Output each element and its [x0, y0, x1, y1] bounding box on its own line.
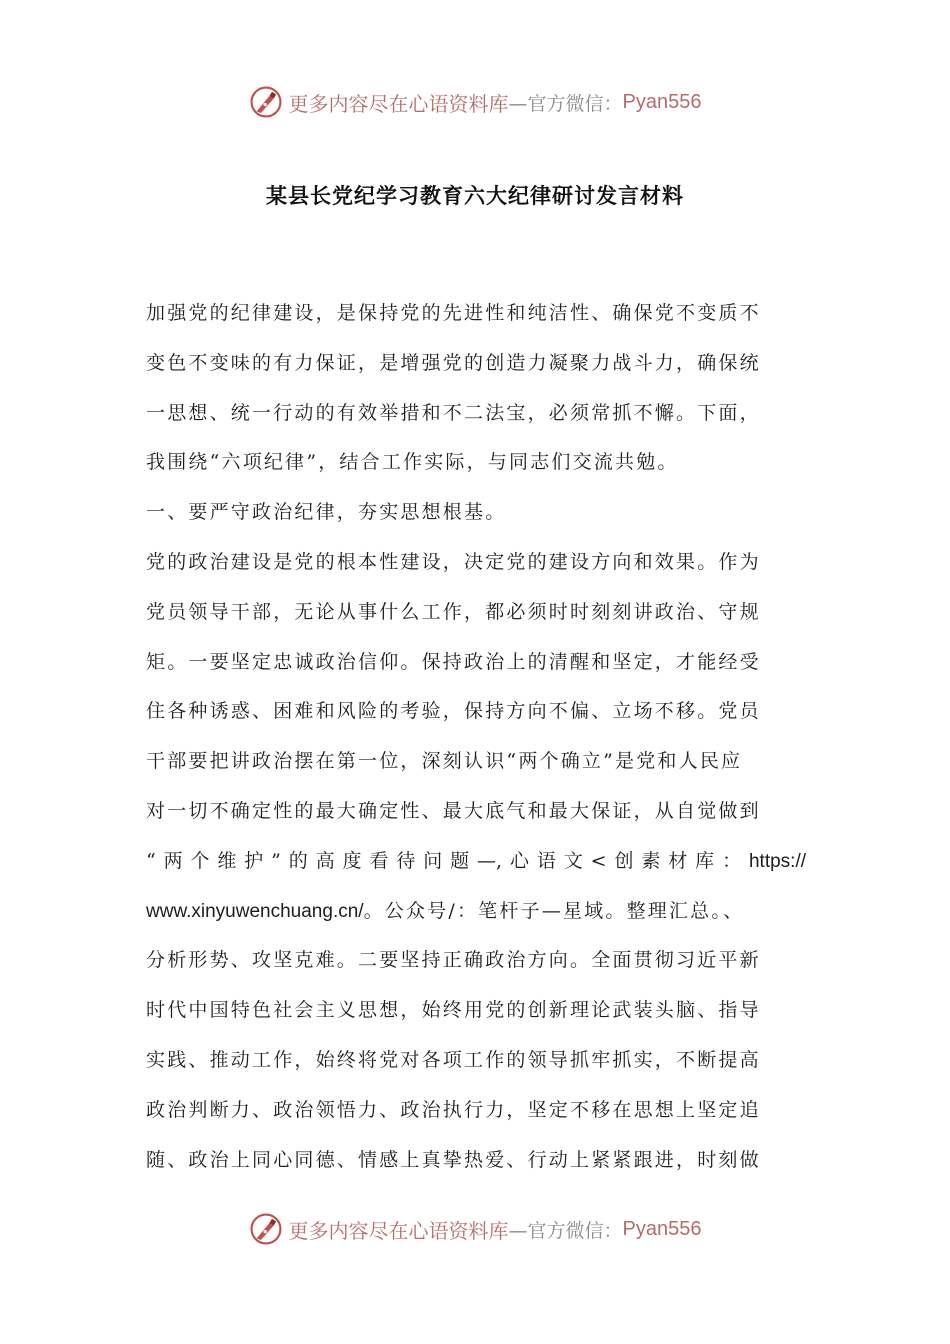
url-line-prefix: “两个维护”的高度看待问题—,心语文<创素材库： [146, 849, 749, 872]
body-line: 一思想、统一行动的有效举措和不二法宝，必须常抓不懈。下面， [146, 401, 761, 424]
body-line: 党的政治建设是党的根本性建设，决定党的建设方向和效果。作为 [146, 550, 761, 573]
banner-official-text: —官方微信： [508, 92, 623, 115]
banner-wechat-id: Pyan556 [622, 1217, 702, 1240]
body-line: 矩。一要坚定忠诚政治信仰。保持政治上的清醒和坚定，才能经受 [146, 650, 761, 673]
body-line: 对一切不确定性的最大确定性、最大底气和最大保证，从自觉做到 [146, 799, 761, 822]
document-title: 某县长党纪学习教育六大纪律研讨发言材料 [266, 183, 684, 208]
body-line: 加强党的纪律建设，是保持党的先进性和纯洁性、确保党不变质不 [146, 302, 761, 324]
url-line-suffix: 。公众号/：笔杆子—星域。整理汇总。、 [363, 899, 745, 922]
source-url-domain: www.xinyuwenchuang.cn/ [146, 900, 364, 922]
banner-brand-text: 更多内容尽在心语资料库 [288, 1218, 509, 1243]
body-line: 党员领导干部，无论从事什么工作，都必须时时刻刻讲政治、守规 [146, 600, 761, 623]
pen-nib-icon [249, 85, 283, 119]
body-line-with-url [146, 887, 806, 937]
banner-wechat-id: Pyan556 [622, 90, 702, 113]
body-line: 分析形势、攻坚克难。二要坚持正确政治方向。全面贯彻习近平新 [146, 949, 761, 972]
body-line: 住各种诱惑、困难和风险的考验，保持方向不偏、立场不移。党员 [146, 700, 761, 723]
body-line-with-url [146, 837, 806, 887]
header-banner [0, 82, 950, 122]
banner-official-text: —官方微信： [508, 1219, 623, 1242]
body-line: 时代中国特色社会主义思想，始终用党的创新理论武装头脑、指导 [146, 999, 761, 1022]
body-line: 实践、推动工作，始终将党对各项工作的领导抓牢抓实，不断提高 [146, 1048, 761, 1071]
pen-nib-icon [249, 1212, 283, 1246]
body-line: 随、政治上同心同德、情感上真挚热爱、行动上紧紧跟进，时刻做 [146, 1148, 761, 1171]
section-heading: 一、要严守政治纪律，夯实思想根基。 [146, 501, 507, 524]
body-line: 变色不变味的有力保证，是增强党的创造力凝聚力战斗力，确保统 [146, 351, 761, 374]
footer-banner [0, 1209, 950, 1249]
source-url-part: https:// [748, 850, 806, 872]
document-body [146, 289, 806, 1185]
banner-brand-text: 更多内容尽在心语资料库 [288, 91, 509, 116]
body-line: 政治判断力、政治领悟力、政治执行力，坚定不移在思想上坚定追 [146, 1098, 761, 1121]
body-line: 我围绕“六项纪律”，结合工作实际，与同志们交流共勉。 [146, 451, 679, 474]
body-line: 干部要把讲政治摆在第一位，深刻认识“两个确立”是党和人民应 [146, 750, 743, 773]
